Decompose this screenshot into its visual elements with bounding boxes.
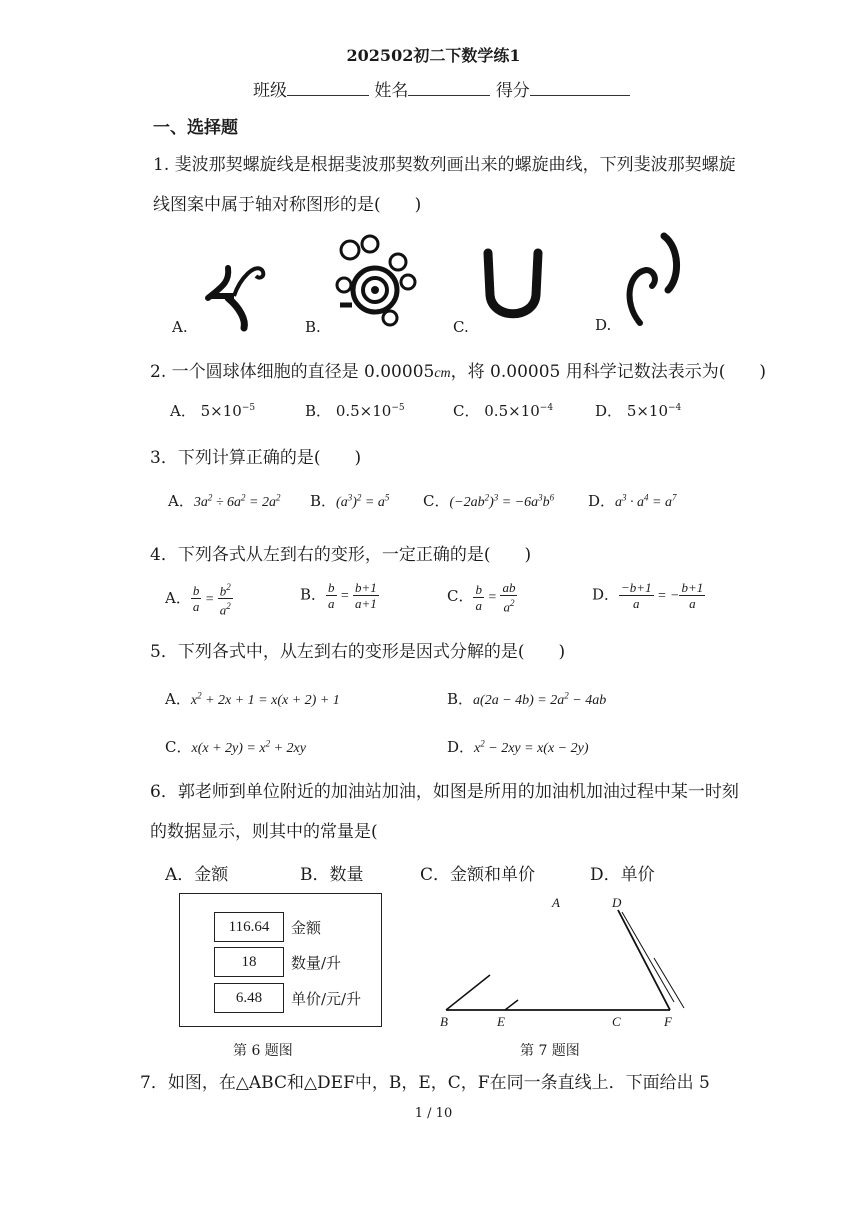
fig7-label-b: B: [440, 1014, 448, 1029]
fig7-label-d: D: [612, 895, 622, 910]
q1-option-b: B.: [305, 318, 321, 336]
q3-option-c: C．$(-2ab^2)^3 = -6a^3b^6$: [423, 492, 555, 510]
q3-stem: 3．下列计算正确的是( ): [150, 448, 362, 468]
q3-option-a: A．$3a^2 \div 6a^2 = 2a^2$: [168, 492, 281, 510]
q5-option-b: B．$a(2a - 4b) = 2a^2 - 4ab$: [447, 690, 607, 708]
q3-option-d: D．$a^3 \cdot a^4 = a^7$: [588, 492, 677, 510]
q1-figure-c: [478, 245, 548, 330]
class-label: 班级: [253, 81, 287, 101]
fig7-label-e: E: [497, 1014, 505, 1029]
section-title: 一、选择题: [153, 118, 238, 138]
q2-stem-part1: 2. 一个圆球体细胞的直径是 0.00005: [150, 362, 435, 382]
q3-option-b: B．$(a^3)^2 = a^5$: [310, 492, 390, 510]
name-blank: [408, 81, 490, 96]
page-title: 202502初二下数学练1: [346, 46, 521, 65]
q4-option-d: D． $\frac{-b+1}{a}$ = − $\frac{b+1}{a}$: [592, 580, 704, 611]
q2-option-a: A． $5\times 10^{-5}$: [170, 402, 256, 420]
q5-option-c: C．$x(x + 2y) = x^2 + 2xy$: [165, 738, 306, 756]
fig7-label-f: F: [664, 1014, 672, 1029]
q2-stem-unit: cm: [434, 366, 451, 381]
q4-option-c: C． $\frac{b}{a}$ = $\frac{ab}{a^2}$: [447, 580, 516, 615]
score-blank: [530, 81, 630, 96]
fig7-label-a: A: [552, 895, 560, 910]
q2-stem-part2: ，将 0.00005 用科学记数法表示为( ): [450, 362, 767, 382]
q6-option-a: A．金额: [165, 865, 229, 885]
q2-option-d: D． $5\times 10^{-4}$: [595, 402, 682, 420]
q1-option-d: D.: [595, 316, 612, 334]
q1-line1: 1. 斐波那契螺旋线是根据斐波那契数列画出来的螺旋曲线，下列斐波那契螺旋: [153, 155, 736, 175]
q6-line1: 6．郭老师到单位附近的加油站加油，如图是所用的加油机加油过程中某一时刻: [150, 782, 739, 802]
q6-option-c: C．金额和单价: [420, 865, 536, 885]
fig7-caption: 第 7 题图: [520, 1043, 580, 1059]
fig7-diagram: [430, 890, 700, 1040]
class-field: [253, 76, 630, 101]
fig7-line-ac: [654, 958, 684, 1008]
fig7-line-ba: [446, 975, 490, 1010]
fig7-line-df: [618, 910, 670, 1010]
q6-option-d: D．单价: [590, 865, 655, 885]
pump-price-value: 6.48: [214, 983, 284, 1013]
q1-option-a: A.: [172, 318, 188, 336]
fig7-label-c: C: [612, 1014, 621, 1029]
q7-stem: 7．如图，在△ABC和△DEF中，B，E，C，F在同一条直线上．下面给出 5: [140, 1073, 710, 1093]
fig7-line-df2: [622, 912, 674, 1002]
pump-price-label: 单价/元/升: [291, 990, 362, 1008]
q1-option-c: C.: [453, 318, 469, 336]
page-number: 1 / 10: [414, 1106, 453, 1121]
q1-figure-b: [330, 230, 420, 330]
q2-stem: [150, 357, 766, 382]
fig6-caption: 第 6 题图: [233, 1043, 293, 1059]
q2-option-c: C． $0.5\times 10^{-4}$: [453, 402, 554, 420]
q4-option-a: A． $\frac{b}{a}$ = $\frac{b^2}{a^2}$: [165, 582, 231, 618]
q4-option-b: B． $\frac{b}{a}$ = $\frac{b+1}{a+1}$: [300, 580, 377, 611]
fig7-line-ed: [505, 1000, 518, 1010]
q5-stem: 5．下列各式中，从左到右的变形是因式分解的是( ): [150, 642, 566, 662]
q1-line2: 线图案中属于轴对称图形的是( ): [153, 195, 422, 215]
pump-amount-value: 116.64: [214, 912, 284, 942]
class-blank: [287, 81, 369, 96]
name-label: 姓名: [374, 81, 409, 101]
q2-option-b: B． $0.5\times 10^{-5}$: [305, 402, 405, 420]
q5-option-a: A．$x^2 + 2x + 1 = x(x + 2) + 1$: [165, 690, 340, 708]
pump-quantity-value: 18: [214, 947, 284, 977]
pump-quantity-label: 数量/升: [291, 954, 342, 972]
pump-amount-label: 金额: [291, 919, 322, 937]
score-label: 得分: [495, 81, 530, 101]
q6-line2: 的数据显示，则其中的常量是(: [150, 822, 378, 842]
q6-option-b: B．数量: [300, 865, 364, 885]
q1-figure-a: [200, 258, 270, 333]
q5-option-d: D．$x^2 - 2xy = x(x - 2y)$: [447, 738, 589, 756]
q4-stem: 4．下列各式从左到右的变形，一定正确的是( ): [150, 545, 532, 565]
q1-figure-d: [618, 228, 688, 328]
